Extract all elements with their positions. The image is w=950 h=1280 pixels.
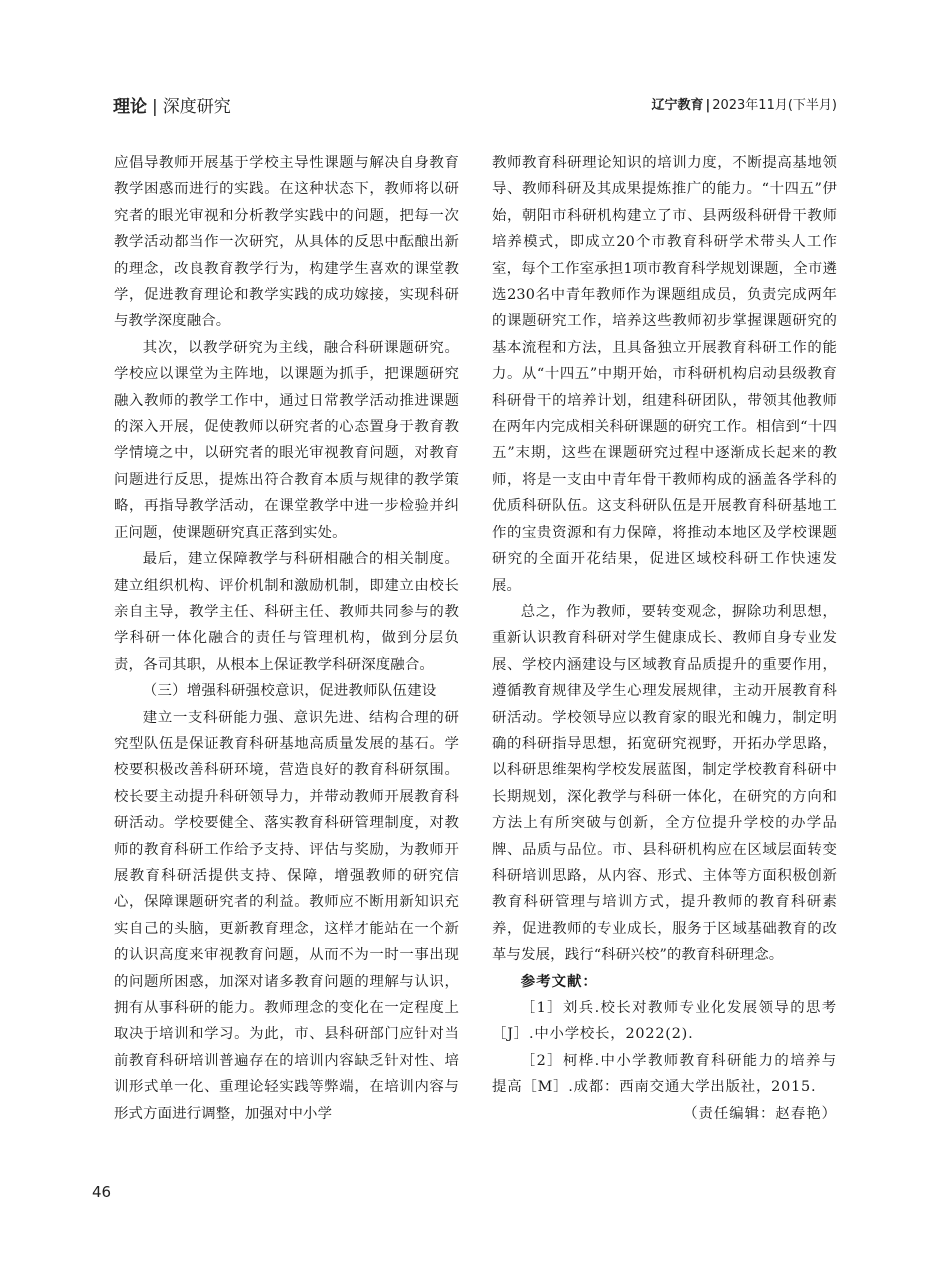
paragraph: 建立一支科研能力强、意识先进、结构合理的研究型队伍是保证教育科研基地高质量发展的基石。学校要积极改善科研环境，营造良好的教育科研氛围。校长要主动提升科研领导力，并带动教师开展教育科研活动。学校要健全、落实教育科研管理制度，对教师的教育科研工作给予支持、评估与奖励，为教师开展教育科研活提供支持、保障，增强教师的研究信心，保障课题研究者的利益。教师应不断用新知识充实自己的头脑，更新教育理念，这样才能站在一个新的认识高度来审视教育问题，从而不为一时一事出现的问题所困惑，加深对诸多教育问题的理解与认识，拥有从事科研的能力。教师理念的变化在一定程度上取决于培训和学习。为此，市、县科研部门应针对当前教育科研培训普遍存在的培训内容缺乏针对性、培训形式单一化、重理论轻实践等弊端，在培训内容与形式方面进行调整，加强对中小学: [114, 709, 459, 1122]
paragraph: 应倡导教师开展基于学校主导性课题与解决自身教育教学困惑而进行的实践。在这种状态下，教师将以研究者的眼光审视和分析教学实践中的问题，把每一次教学活动都当作一次研究，从具体的反思中酝酿出新的理念，改良教育教学行为，构建学生喜欢的课堂教学，促进教育理论和教学实践的成功嫁接，实现科研与教学深度融合。: [114, 155, 459, 330]
page-header: [113, 92, 837, 118]
journal-info: [651, 94, 837, 113]
journal-separator: |: [705, 98, 711, 113]
subsection-label: 深度研究: [162, 97, 231, 117]
page-number: 46: [92, 1183, 112, 1201]
magazine-name: 辽宁教育: [651, 98, 704, 113]
paragraph: 教师教育科研理论知识的培训力度，不断提高基地领导、教师科研及其成果提炼推广的能力。“十四五”伊始，朝阳市科研机构建立了市、县两级科研骨干教师培养模式，即成立20个市教育科研学术带头人工作室，每个工作室承担1项市教育科学规划课题，全市遴选230名中青年教师作为课题组成员，负责完成两年的课题研究工作，培养这些教师初步掌握课题研究的基本流程和方法，且具备独立开展教育科研工作的能力。从“十四五”中期开始，市科研机构启动县级教育科研骨干的培养计划，组建科研团队，带领其他教师在两年内完成相关科研课题的研究工作。相信到“十四五”末期，这些在课题研究过程中逐渐成长起来的教师，将是一支由中青年骨干教师构成的涵盖各学科的优质科研队伍。这支科研队伍是开展教育科研基地工作的宝贵资源和有力保障，将推动本地区及学校课题研究的全面开花结果，促进区域校科研工作快速发展。: [492, 155, 837, 594]
left-column: [114, 150, 459, 1127]
section-label: 理论: [113, 97, 147, 117]
reference-item: ［2］柯桦.中小学教师教育科研能力的培养与提高［M］.成都：西南交通大学出版社，2015.: [492, 1052, 837, 1096]
section-separator: |: [152, 97, 158, 117]
section-subheading: （三）增强科研强校意识，促进教师队伍建设: [142, 683, 437, 700]
section-title: [113, 92, 231, 117]
responsible-editor: （责任编辑：赵春艳）: [683, 1105, 837, 1122]
issue-date: 2023年11月(下半月): [712, 98, 837, 113]
references-heading: 参考文献：: [520, 972, 598, 990]
paragraph: 总之，作为教师，要转变观念，摒除功利思想，重新认识教育科研对学生健康成长、教师自身专业发展、学校内涵建设与区域教育品质提升的重要作用，遵循教育规律及学生心理发展规律，主动开展教育科研活动。学校领导应以教育家的眼光和魄力，制定明确的科研指导思想，拓宽研究视野，开拓办学思路，以科研思维架构学校发展蓝图，制定学校教育科研中长期规划，深化教学与科研一体化，在研究的方向和方法上有所突破与创新，全方位提升学校的办学品牌、品质与品位。市、县科研机构应在区域层面转变科研培训思路，从内容、形式、主体等方面积极创新教育科研管理与培训方式，提升教师的教育科研素养，促进教师的专业成长，服务于区域基础教育的改革与发展，践行“科研兴校”的教育科研理念。: [492, 603, 837, 964]
paragraph: 其次，以教学研究为主线，融合科研课题研究。学校应以课堂为主阵地，以课题为抓手，把课题研究融入教师的教学工作中，通过日常教学活动推进课题的深入开展，促使教师以研究者的心态置身于教育教学情境之中，以研究者的眼光审视教育问题，对教育问题进行反思，提炼出符合教育本质与规律的教学策略，再指导教学活动，在课堂教学中进一步检验并纠正问题，使课题研究真正落到实处。: [114, 339, 459, 541]
right-column: [492, 150, 837, 1127]
reference-item: ［1］刘兵.校长对教师专业化发展领导的思考［J］.中小学校长，2022(2).: [492, 1000, 837, 1043]
paragraph: 最后，建立保障教学与科研相融合的相关制度。建立组织机构、评价机制和激励机制，即建立由校长亲自主导，教学主任、科研主任、教师共同参与的教学科研一体化融合的责任与管理机构，做到分层负责，各司其职，从根本上保证教学科研深度融合。: [114, 551, 459, 673]
